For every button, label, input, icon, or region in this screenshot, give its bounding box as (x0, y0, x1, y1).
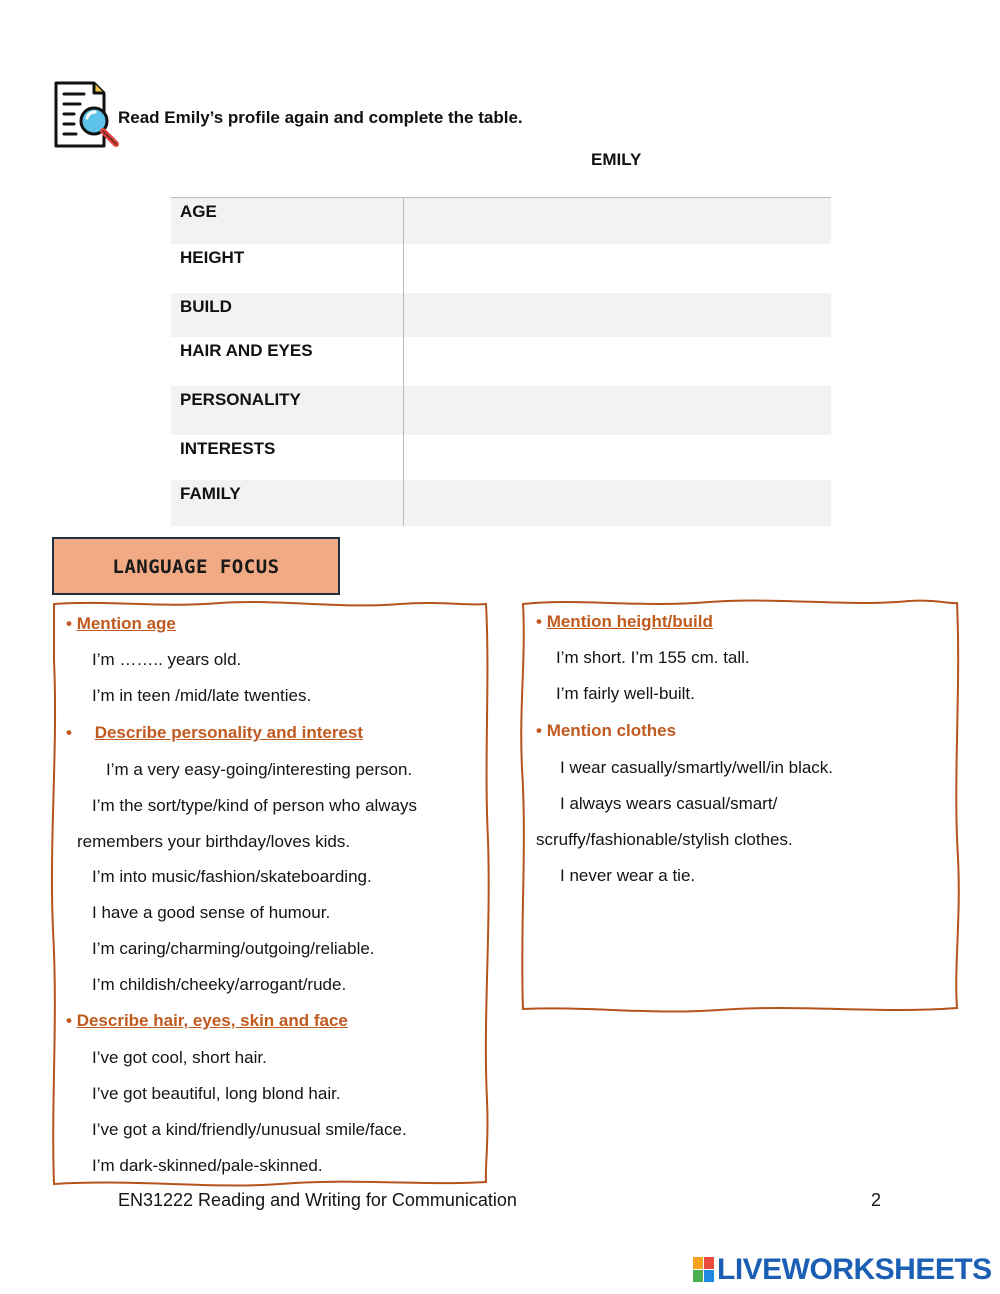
instruction-text: Read Emily’s profile again and complete the table. (118, 108, 523, 127)
heading-clothes: • Mention clothes (536, 721, 677, 740)
example-line: I never wear a tie. (560, 866, 696, 885)
table-row (171, 244, 831, 293)
bullet-icon: • (536, 612, 542, 631)
bullet-icon: • (66, 1011, 72, 1030)
footer-page-number: 2 (871, 1190, 882, 1210)
row-label: INTERESTS (171, 435, 404, 480)
table-row (171, 198, 831, 244)
bullet-icon: • (536, 721, 542, 740)
example-line: I’m …….. years old. (92, 650, 242, 669)
document-magnifier-icon (52, 80, 122, 152)
example-line: I have a good sense of humour. (92, 903, 331, 922)
row-label: BUILD (171, 293, 404, 337)
example-line: I’m caring/charming/outgoing/reliable. (92, 939, 375, 958)
example-line: I wear casually/smartly/well/in black. (560, 758, 834, 777)
table-row (171, 480, 831, 526)
bullet-icon: • (66, 614, 72, 633)
row-value-field[interactable] (404, 198, 831, 244)
example-line: I always wears casual/smart/ (560, 794, 778, 813)
row-label: AGE (171, 198, 404, 244)
example-line: I’ve got beautiful, long blond hair. (92, 1084, 341, 1103)
profile-table (171, 197, 831, 526)
heading-mention-age: • Mention age (66, 614, 176, 633)
example-line: I’m the sort/type/kind of person who always (92, 796, 418, 815)
heading-height-build: • Mention height/build (536, 612, 713, 631)
example-line: I’m in teen /mid/late twenties. (92, 686, 312, 705)
example-line: I’m dark-skinned/pale-skinned. (92, 1156, 323, 1175)
language-focus-title: LANGUAGE FOCUS (112, 556, 280, 578)
logo-text: LIVEWORKSHEETS (717, 1253, 992, 1286)
bullet-icon: • (66, 723, 72, 742)
row-value-field[interactable] (404, 386, 831, 435)
row-label: FAMILY (171, 480, 404, 526)
row-value-field[interactable] (404, 435, 831, 480)
example-line: I’m a very easy-going/interesting person. (106, 760, 413, 779)
example-line: scruffy/fashionable/stylish clothes. (536, 830, 793, 849)
heading-personality: • Describe personality and interest (66, 723, 364, 742)
example-line: I’ve got cool, short hair. (92, 1048, 267, 1067)
example-line: I’m short. I’m 155 cm. tall. (556, 648, 750, 667)
table-row (171, 386, 831, 435)
row-value-field[interactable] (404, 337, 831, 386)
example-line: I’m fairly well-built. (556, 684, 695, 703)
row-value-field[interactable] (404, 293, 831, 337)
table-row (171, 293, 831, 337)
language-focus-banner (52, 537, 340, 595)
liveworksheets-logo[interactable] (693, 1253, 992, 1287)
example-line: I’m childish/cheeky/arrogant/rude. (92, 975, 347, 994)
row-value-field[interactable] (404, 480, 831, 526)
heading-hair-eyes: • Describe hair, eyes, skin and face (66, 1011, 348, 1030)
table-row (171, 337, 831, 386)
row-label: HEIGHT (171, 244, 404, 293)
example-line: remembers your birthday/loves kids. (77, 832, 351, 851)
row-value-field[interactable] (404, 244, 831, 293)
example-line: I’m into music/fashion/skateboarding. (92, 867, 372, 886)
row-label: HAIR AND EYES (171, 337, 404, 386)
row-label: PERSONALITY (171, 386, 404, 435)
table-row (171, 435, 831, 480)
live-badge-icon (693, 1257, 715, 1283)
example-line: I’ve got a kind/friendly/unusual smile/face. (92, 1120, 407, 1139)
table-column-header: EMILY (591, 150, 642, 169)
footer-course: EN31222 Reading and Writing for Communication (118, 1190, 517, 1210)
